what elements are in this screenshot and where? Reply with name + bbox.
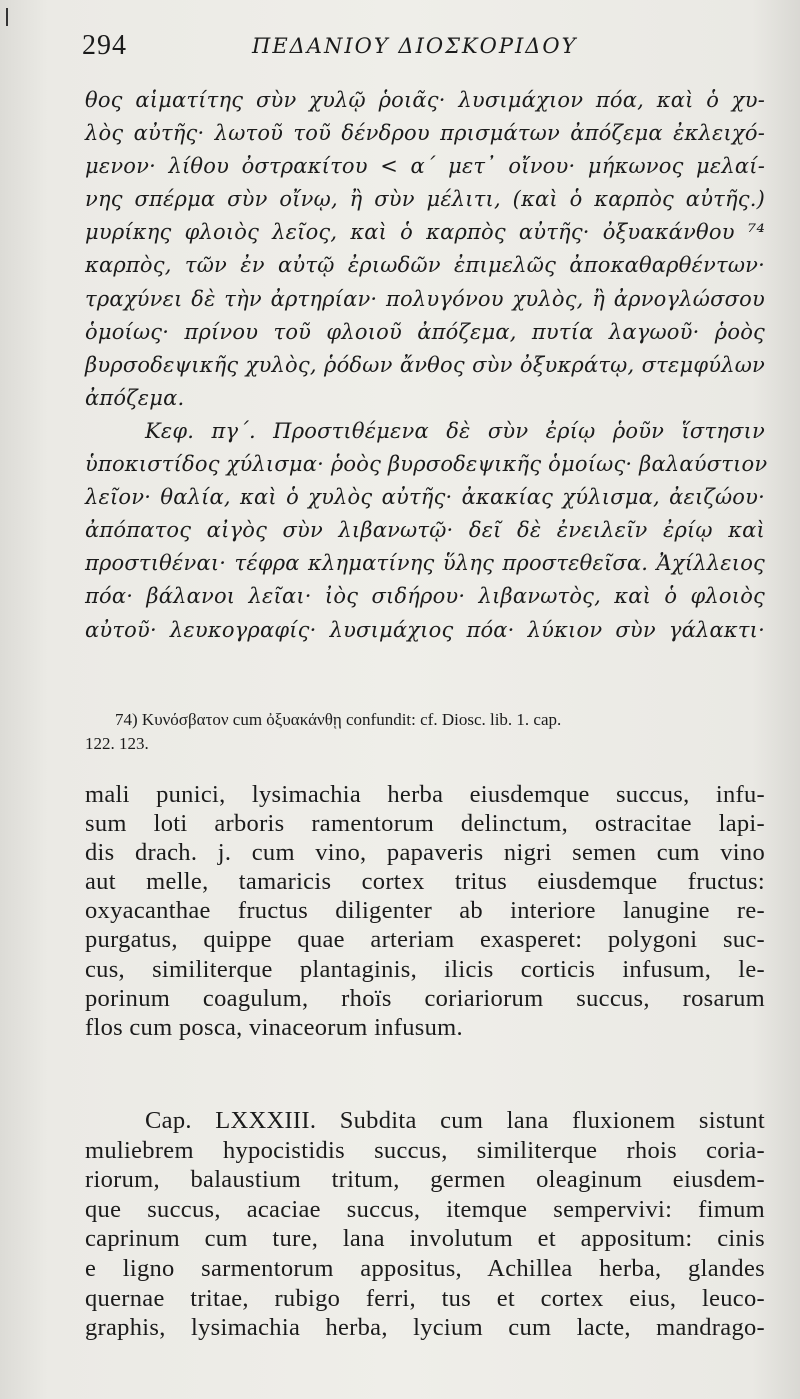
greek-line: πόα· βάλανοι λεῖαι· ἰὸς σιδήρου· λιβανωτὸς, καὶ ὁ φλοιὸς	[85, 584, 765, 609]
greek-line: καρπὸς, τῶν ἐν αὐτῷ ἐριωδῶν ἐπιμελῶς ἀποκαθαρθέντων·	[85, 253, 765, 278]
page-edge-mark	[6, 8, 8, 26]
latin-line: aut melle, tamaricis cortex tritus eiusdemque fructus:	[85, 868, 765, 896]
latin-line: mali punici, lysimachia herba eiusdemque succus, infu-	[85, 781, 765, 808]
running-title: ΠΕΔΑΝΙΟΥ ΔΙΟΣΚΟΡΙΔΟΥ	[252, 34, 578, 58]
greek-line: αὐτοῦ· λευκογραφίς· λυσιμάχιος πόα· λύκιον σὺν γάλακτι·	[85, 617, 765, 642]
latin-chapter-heading-line: Cap. LXXXIII. Subdita cum lana fluxionem sistunt	[145, 1107, 765, 1134]
latin-line: quernae tritae, rubigo ferri, tus et cortex eius, leuco-	[85, 1284, 765, 1312]
latin-line: muliebrem hypocistidis succus, similiterque rhois coria-	[85, 1136, 765, 1164]
greek-text	[85, 84, 768, 647]
greek-line: προστιθέναι· τέφρα κληματίνης ὕλης προστεθεῖσα. Ἀχίλλειος	[85, 551, 765, 576]
latin-line: que succus, acaciae succus, itemque sempervivi: fimum	[85, 1195, 765, 1223]
greek-line: λεῖον· θαλία, καὶ ὁ χυλὸς αὐτῆς· ἀκακίας χύλισμα, ἀειζώου·	[85, 485, 765, 510]
greek-line: ἀπόπατος αἰγὸς σὺν λιβανωτῷ· δεῖ δὲ ἐνειλεῖν ἐρίῳ καὶ	[85, 518, 765, 543]
latin-text	[85, 780, 765, 1042]
greek-line: λὸς αὐτῆς· λωτοῦ τοῦ δένδρου πρισμάτων ἀπόζεμα ἐκλειχό-	[85, 121, 765, 146]
footnote	[85, 708, 765, 756]
footnote-line: 74) Κυνόσβατον cum ὀξυακάνθῃ confundit: cf. Diosc. lib. 1. cap.	[115, 710, 562, 729]
greek-line: νης σπέρμα σὺν οἴνῳ, ἢ σὺν μέλιτι, (καὶ ὁ καρπὸς αὐτῆς.)	[85, 187, 765, 212]
greek-line: μυρίκης φλοιὸς λεῖος, καὶ ὁ καρπὸς αὐτῆς· ὀξυακάνθου ⁷⁴	[85, 220, 765, 245]
latin-chapter	[85, 1106, 765, 1343]
greek-line: ὑποκιστίδος χύλισμα· ῥοὸς βυρσοδεψικῆς ὁμοίως· βαλαύστιον	[85, 452, 768, 477]
greek-line: τραχύνει δὲ τὴν ἀρτηρίαν· πολυγόνου χυλὸς, ἢ ἀρνογλώσσου	[85, 286, 765, 311]
latin-line: purgatus, quippe quae arteriam exasperet: polygoni suc-	[85, 926, 765, 954]
greek-line: μενον· λίθου ὀστρακίτου < α΄ μετ᾽ οἴνου· μήκωνος μελαί-	[85, 154, 765, 179]
page-header	[82, 30, 760, 70]
latin-line: riorum, balaustium tritum, germen oleaginum eiusdem-	[85, 1166, 765, 1194]
footnote-line: 122. 123.	[85, 734, 149, 753]
latin-line: cus, similiterque plantaginis, ilicis corticis infusum, le-	[85, 955, 765, 983]
greek-line: βυρσοδεψικῆς χυλὸς, ῥόδων ἄνθος σὺν ὀξυκράτῳ, στεμφύλων	[85, 352, 765, 377]
latin-line: graphis, lysimachia herba, lycium cum lacte, mandrago-	[85, 1314, 765, 1342]
greek-line: ὁμοίως· πρίνου τοῦ φλοιοῦ ἀπόζεμα, πυτία λαγωοῦ· ῥοὸς	[85, 319, 765, 344]
latin-line: sum loti arboris ramentorum delinctum, ostracitae lapi-	[85, 810, 765, 838]
greek-line: ἀπόζεμα.	[85, 385, 185, 410]
latin-line: porinum coagulum, rhoïs coriariorum succus, rosarum	[85, 984, 765, 1012]
latin-line: flos cum posca, vinaceorum infusum.	[85, 1013, 463, 1041]
greek-chapter-heading-line: Κεφ. πγ΄. Προστιθέμενα δὲ σὺν ἐρίῳ ῥοῦν ἵστησιν	[145, 418, 765, 443]
latin-line: oxyacanthae fructus diligenter ab interiore lanugine re-	[85, 897, 765, 925]
latin-line: dis drach. j. cum vino, papaveris nigri semen cum vino	[85, 839, 765, 867]
page-number: 294	[82, 30, 127, 61]
greek-line: θος αἱματίτης σὺν χυλῷ ῥοιᾶς· λυσιμάχιον πόα, καὶ ὁ χυ-	[85, 88, 765, 112]
latin-line: e ligno sarmentorum appositus, Achillea herba, glandes	[85, 1254, 765, 1282]
latin-line: caprinum cum ture, lana involutum et appositum: cinis	[85, 1225, 765, 1253]
